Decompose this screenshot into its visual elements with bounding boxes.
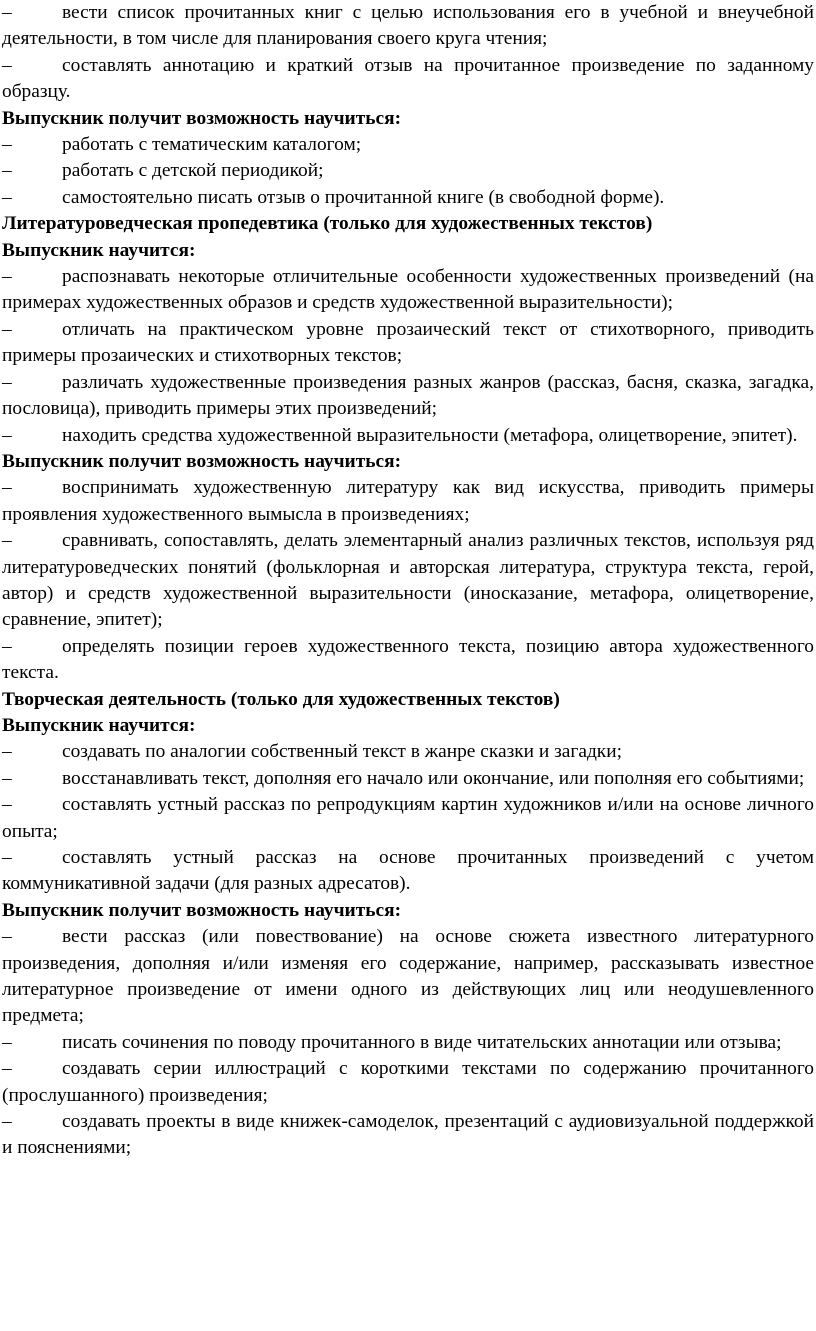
section-subheading: Выпускник научится: (2, 714, 196, 736)
list-dash: – (2, 1031, 12, 1053)
list-item-text: находить средства художественной выразительности (метафора, олицетворение, эпитет). (62, 424, 798, 446)
list-item-text: работать с детской периодикой; (62, 160, 324, 182)
list-dash: – (2, 1111, 12, 1133)
list-dash: – (2, 767, 12, 789)
list-item (2, 370, 814, 423)
list-item-text: создавать проекты в виде книжек-самоделок, презентаций с аудиовизуальной поддержкой и пояснениями; (2, 1111, 814, 1159)
list-item-text: распознавать некоторые отличительные особенности художественных произведений (на примерах художественных образов и средств художественной выразительности); (2, 266, 814, 314)
section-subheading: Выпускник получит возможность научиться: (2, 107, 402, 129)
list-item (2, 1030, 814, 1056)
list-item-text: сравнивать, сопоставлять, делать элементарный анализ различных текстов, используя ряд литературоведческих понятий (фольклорная и авторская литература, структура текста, герой, автор) и средств художественной выразительности (иносказание, метафора, олицетворение, сравнение, эпитет); (2, 530, 814, 631)
list-item (2, 1109, 814, 1162)
list-item-text: различать художественные произведения разных жанров (рассказ, басня, сказка, загадка, пословица), приводить примеры этих произведений; (2, 371, 814, 420)
list-item-text: определять позиции героев художественного текста, позицию автора художественного текста. (2, 635, 814, 684)
list-dash: – (2, 186, 12, 208)
list-item (2, 739, 814, 765)
list-item-text: воспринимать художественную литературу как вид искусства, приводить примеры проявления художественного вымысла в произведениях; (2, 477, 814, 525)
list-item-text: создавать по аналогии собственный текст в жанре сказки и загадки; (62, 741, 622, 763)
list-dash: – (2, 54, 12, 76)
list-dash: – (2, 741, 12, 763)
list-item-text: вести рассказ (или повествование) на основе сюжета известного литературного произведения, дополняя и/или изменяя его содержание, например, рассказывать известное литературное произведение от имени одного из действующих лиц или неодушевленного предмета; (2, 926, 814, 1027)
list-dash: – (2, 847, 12, 868)
list-dash: – (2, 266, 12, 288)
section-heading: Литературоведческая пропедевтика (только для художественных текстов) (2, 213, 653, 235)
list-dash: – (2, 635, 12, 657)
list-item (2, 264, 814, 317)
list-item-text: восстанавливать текст, дополняя его начало или окончание, или пополняя его событиями; (62, 767, 805, 789)
list-item-text: писать сочинения по поводу прочитанного в виде читательских аннотации или отзыва; (62, 1031, 782, 1053)
section-heading: Творческая деятельность (только для художественных текстов) (2, 688, 560, 710)
list-dash: – (2, 1058, 12, 1080)
list-item (2, 53, 814, 106)
list-item (2, 158, 814, 184)
list-item (2, 132, 814, 158)
section-subheading: Выпускник получит возможность научиться: (2, 899, 402, 921)
list-dash: – (2, 530, 12, 552)
list-item (2, 317, 814, 370)
list-item-text: самостоятельно писать отзыв о прочитанной книге (в свободной форме). (62, 186, 665, 208)
list-dash: – (2, 371, 12, 393)
list-item-text: отличать на практическом уровне прозаический текст от стихотворного, приводить примеры прозаических и стихотворных текстов; (2, 318, 814, 367)
list-item (2, 634, 814, 687)
list-item-text: составлять устный рассказ по репродукциям картин художников и/или на основе личного опыта; (2, 794, 814, 842)
list-dash: – (2, 318, 12, 340)
list-dash: – (2, 926, 12, 948)
section-subheading: Выпускник получит возможность научиться: (2, 450, 402, 472)
list-item-text: составлять аннотацию и краткий отзыв на прочитанное произведение по заданному образцу. (2, 54, 814, 103)
list-item (2, 0, 814, 53)
list-dash: – (2, 134, 12, 156)
list-item (2, 845, 814, 898)
section-subheading: Выпускник научится: (2, 239, 196, 261)
list-item (2, 423, 814, 449)
list-item (2, 792, 814, 845)
list-dash: – (2, 424, 12, 446)
list-dash: – (2, 160, 12, 182)
list-item (2, 924, 814, 1030)
list-dash: – (2, 2, 12, 23)
list-dash: – (2, 794, 12, 816)
list-item-text: работать с тематическим каталогом; (62, 134, 362, 156)
list-item-text: составлять устный рассказ на основе прочитанных произведений с учетом коммуникативной задачи (для разных адресатов). (2, 847, 814, 895)
list-item (2, 475, 814, 528)
list-item (2, 766, 814, 792)
list-item-text: создавать серии иллюстраций с короткими текстами по содержанию прочитанного (прослушанного) произведения; (2, 1058, 814, 1106)
list-item (2, 528, 814, 634)
list-item (2, 185, 814, 211)
list-item-text: вести список прочитанных книг с целью использования его в учебной и внеучебной деятельности, в том числе для планирования своего круга чтения; (2, 2, 814, 50)
list-dash: – (2, 477, 12, 499)
list-item (2, 1056, 814, 1109)
